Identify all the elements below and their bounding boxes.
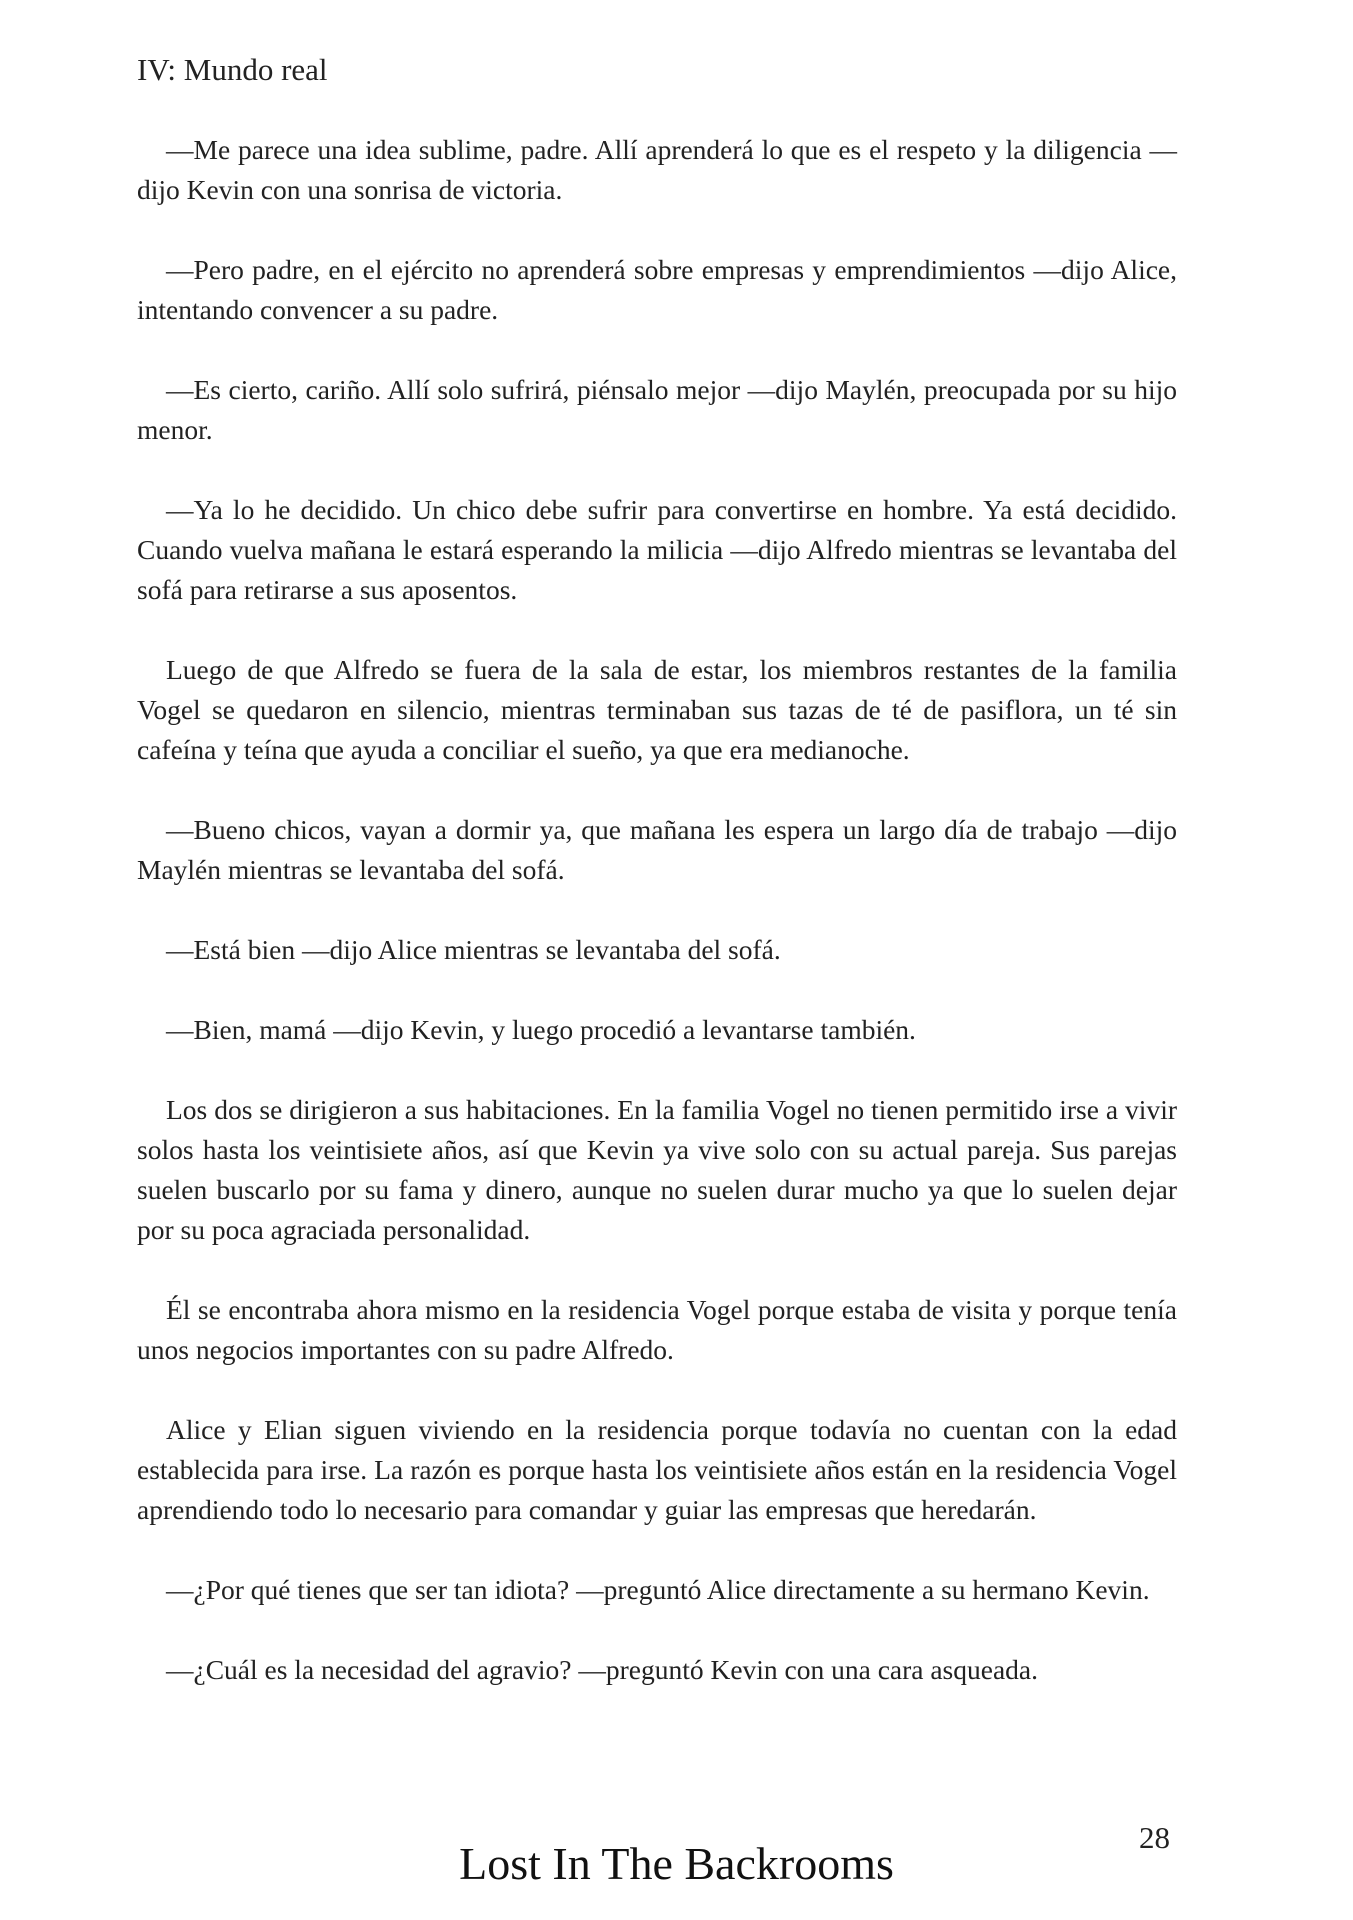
- page-body: [137, 130, 1177, 1730]
- paragraph: —Pero padre, en el ejército no aprenderá sobre empresas y emprendimientos —dijo Alice, intentando convencer a su padre.: [137, 254, 1177, 325]
- paragraph: Los dos se dirigieron a sus habitaciones. En la familia Vogel no tienen permitido irse a vivir solos hasta los veintisiete años, así que Kevin ya vive solo con su actual pareja. Sus parejas suelen buscarlo por su fama y dinero, aunque no suelen durar mucho ya que lo suelen dejar por su poca agraciada personalidad.: [137, 1094, 1177, 1245]
- paragraph: —Es cierto, cariño. Allí solo sufrirá, piénsalo mejor —dijo Maylén, preocupada por su hijo menor.: [137, 374, 1177, 445]
- page-number: 28: [1139, 1820, 1170, 1855]
- paragraph: —Me parece una idea sublime, padre. Allí aprenderá lo que es el respeto y la diligencia —dijo Kevin con una sonrisa de victoria.: [137, 134, 1177, 205]
- paragraph: —¿Por qué tienes que ser tan idiota? —preguntó Alice directamente a su hermano Kevin.: [166, 1574, 1150, 1605]
- paragraph: —¿Cuál es la necesidad del agravio? —preguntó Kevin con una cara asqueada.: [166, 1654, 1038, 1685]
- paragraph: Alice y Elian siguen viviendo en la residencia porque todavía no cuentan con la edad establecida para irse. La razón es porque hasta los veintisiete años están en la residencia Vogel aprendiendo todo lo necesario para comandar y guiar las empresas que heredarán.: [137, 1414, 1177, 1525]
- paragraph: —Está bien —dijo Alice mientras se levantaba del sofá.: [166, 934, 781, 965]
- paragraph: —Ya lo he decidido. Un chico debe sufrir para convertirse en hombre. Ya está decidido. Cuando vuelva mañana le estará esperando la milicia —dijo Alfredo mientras se levantaba del sofá para retirarse a sus aposentos.: [137, 494, 1177, 605]
- paragraph: Él se encontraba ahora mismo en la residencia Vogel porque estaba de visita y porque tenía unos negocios importantes con su padre Alfredo.: [137, 1294, 1177, 1365]
- paragraph: Luego de que Alfredo se fuera de la sala de estar, los miembros restantes de la familia Vogel se quedaron en silencio, mientras terminaban sus tazas de té de pasiflora, un té sin cafeína y teína que ayuda a conciliar el sueño, ya que era medianoche.: [137, 654, 1177, 765]
- paragraph: —Bueno chicos, vayan a dormir ya, que mañana les espera un largo día de trabajo —dijo Maylén mientras se levantaba del sofá.: [137, 814, 1177, 885]
- book-title: Lost In The Backrooms: [459, 1838, 894, 1889]
- chapter-header: IV: Mundo real: [137, 52, 328, 87]
- paragraph: —Bien, mamá —dijo Kevin, y luego procedió a levantarse también.: [166, 1014, 916, 1045]
